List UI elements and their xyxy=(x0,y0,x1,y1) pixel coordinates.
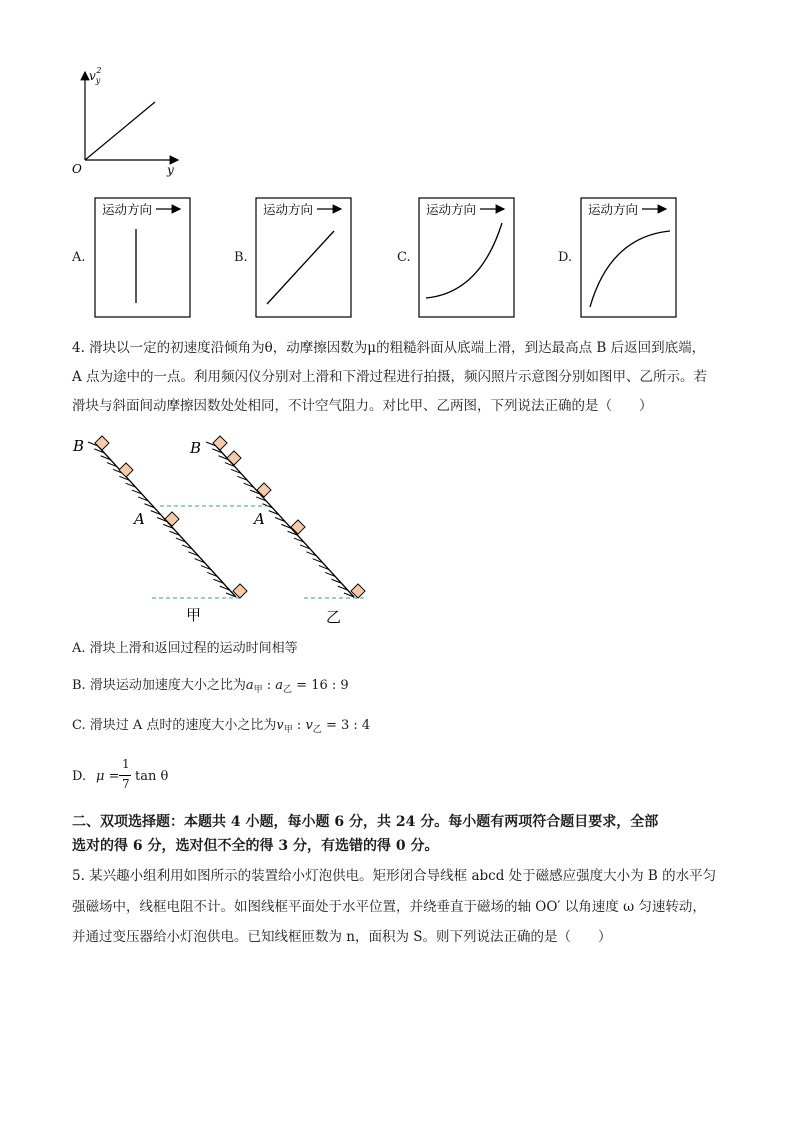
slider-block xyxy=(119,463,133,477)
origin-label: O xyxy=(72,162,82,176)
q4-option-b: B. 滑块运动加速度大小之比为$a_甲$ : $a_乙 = 16$ : 9 xyxy=(72,678,349,695)
motion-direction-label: 运动方向 xyxy=(102,202,153,217)
option-d-letter: D. xyxy=(558,250,573,265)
q4-line-3: 滑块与斜面间动摩擦因数处处相同，不计空气阻力。对比甲、乙两图，下列说法正确的是（ ） xyxy=(72,398,653,414)
incline-right xyxy=(206,442,354,597)
option-a-frame xyxy=(94,197,192,319)
q5-line-1: 5. 某兴趣小组利用如图所示的装置给小灯泡供电。矩形闭合导线框 abcd 处于磁感应强度大小为 B 的水平匀 xyxy=(72,868,717,884)
slider-block xyxy=(165,512,179,526)
section-2-line-1: 二、双项选择题：本题共 4 小题，每小题 6 分，共 24 分。每小题有两项符合题目要求，全部 xyxy=(72,814,659,830)
label-a-left: A xyxy=(134,510,145,528)
option-a-letter: A. xyxy=(72,250,86,265)
motion-direction-label: 运动方向 xyxy=(263,202,314,217)
q4-option-a: A. 滑块上滑和返回过程的运动时间相等 xyxy=(72,641,298,656)
section-2-line-2: 选对的得 6 分，选对但不全的得 3 分，有选错的得 0 分。 xyxy=(72,838,439,854)
label-b-right: B xyxy=(190,439,202,457)
q4-line-1: 4. 滑块以一定的初速度沿倾角为θ，动摩擦因数为μ的粗糙斜面从底端上滑，到达最高点 B 后返回到底端， xyxy=(72,340,706,356)
slider-block xyxy=(291,520,305,534)
motion-direction-label: 运动方向 xyxy=(588,202,639,217)
x-axis-label: y xyxy=(167,163,174,177)
incline-left xyxy=(88,442,236,597)
slider-block xyxy=(95,436,109,450)
vy2-y-graph xyxy=(60,62,190,182)
slider-block xyxy=(213,436,227,450)
q5-line-2: 强磁场中，线框电阻不计。如图线框平面处于水平位置，并绕垂直于磁场的轴 OO′ 以角速度 ω 匀速转动， xyxy=(72,899,706,915)
caption-jia: 甲 xyxy=(186,606,202,624)
trajectory-curve xyxy=(590,231,670,307)
option-c-letter: C. xyxy=(397,250,411,265)
motion-direction-label: 运动方向 xyxy=(426,202,477,217)
trajectory-curve xyxy=(426,223,502,298)
label-b-left: B xyxy=(73,437,85,455)
option-c-frame xyxy=(418,197,516,319)
option-b-frame xyxy=(255,197,353,319)
label-a-right: A xyxy=(254,510,265,528)
graph-line xyxy=(85,102,155,160)
caption-yi: 乙 xyxy=(326,608,342,626)
slider-block xyxy=(227,451,241,465)
option-b-letter: B. xyxy=(234,250,248,265)
y-axis-label: $v_y2$ xyxy=(89,66,102,85)
slider-block xyxy=(257,483,271,497)
q4-line-2: A 点为途中的一点。利用频闪仪分别对上滑和下滑过程进行拍摄，频闪照片示意图分别如图甲、乙所示。若 xyxy=(72,369,708,385)
incline-figure xyxy=(68,428,378,628)
q5-line-3: 并通过变压器给小灯泡供电。已知线框匝数为 n，面积为 S。则下列说法正确的是（ ） xyxy=(72,929,612,945)
trajectory-line xyxy=(267,231,334,304)
option-d-frame xyxy=(580,197,678,319)
q4-option-c: C. 滑块过 A 点时的速度大小之比为$v_甲$ : $v_乙 = 3$ : 4 xyxy=(72,718,371,735)
